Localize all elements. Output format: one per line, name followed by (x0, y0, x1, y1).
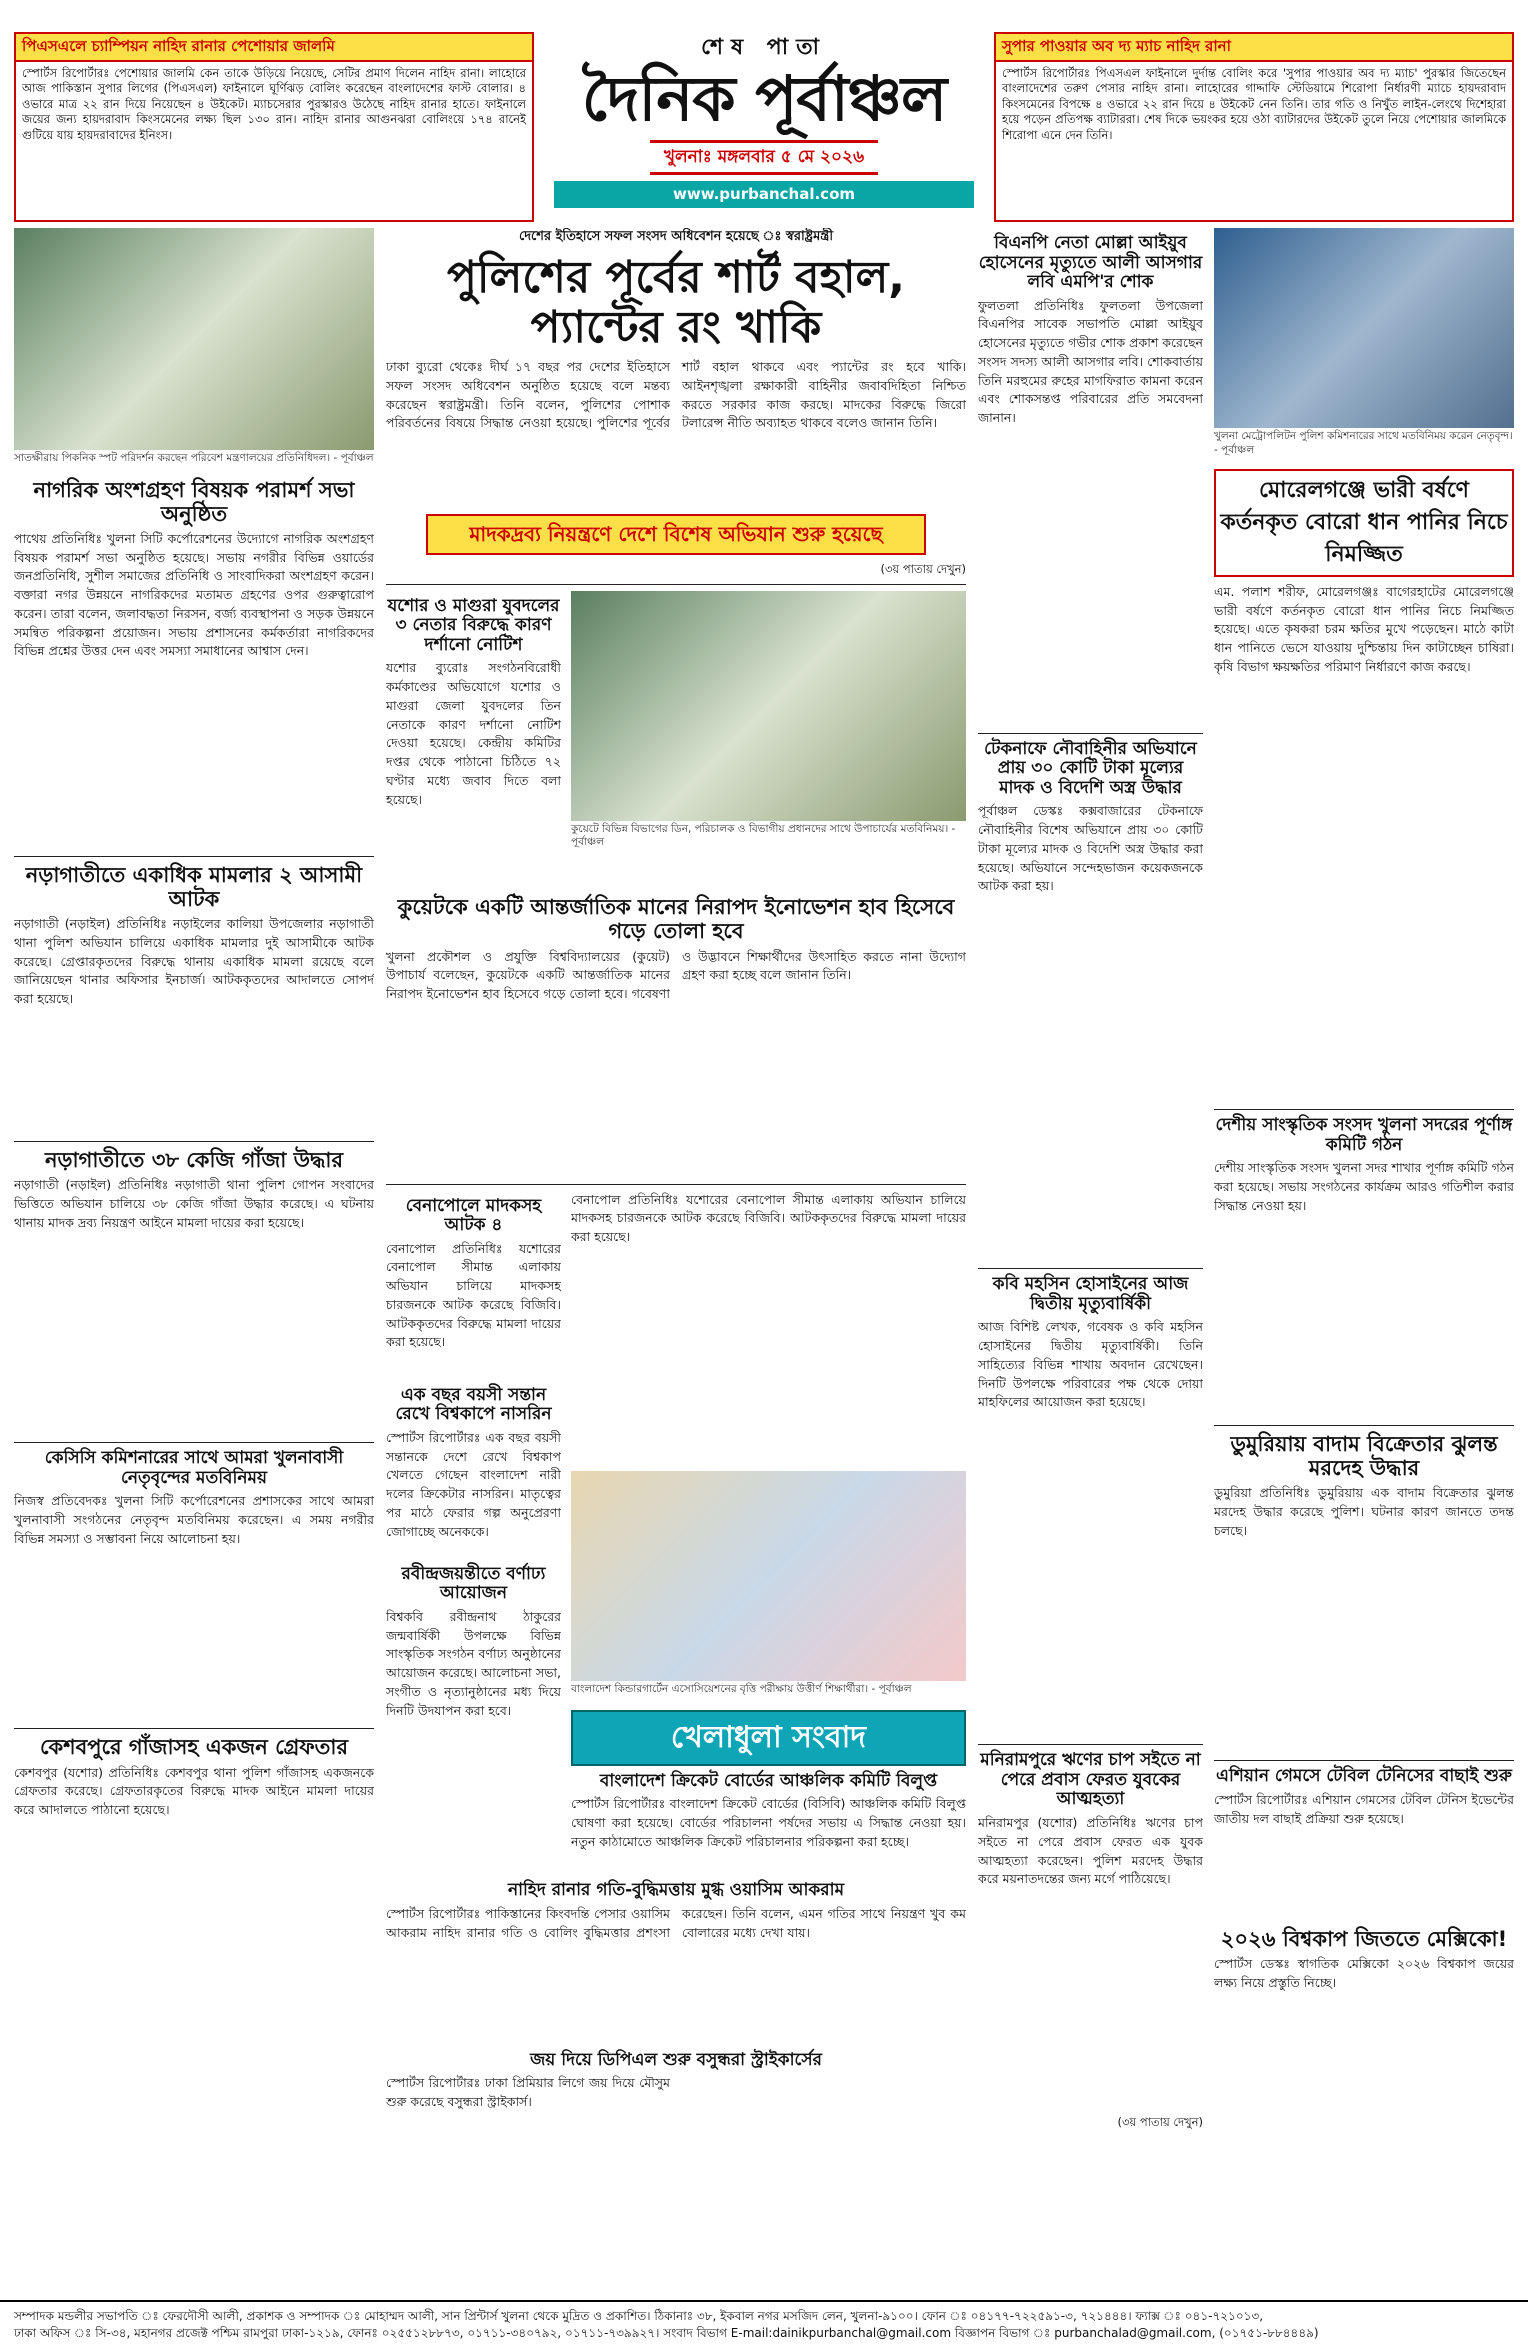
article-headline[interactable]: দেশীয় সাংস্কৃতিক সংসদ খুলনা সদরের পূর্ণাঙ্গ কমিটি গঠন (1215, 1114, 1513, 1155)
article-headline[interactable]: এশিয়ান গেমসে টেবিল টেনিসের বাছাই শুরু (1216, 1766, 1512, 1787)
imprint-line-1: সম্পাদক মন্ডলীর সভাপতি ঃ ফেরদৌসী আলী, প্রকাশক ও সম্পাদক ঃ মোহাম্মদ আলী, সান প্রিন্টার্স খুলনা থেকে মুদ্রিত ও প্রকাশিত। ঠিকানাঃ ৩৮, ইকবাল নগর মসজিদ লেন, খুলনা-৯১০০। ফোন ঃ ০৪১৭৭-৭২২৫৯১-৩, ৭২১৪৪৪। ফ্যাক্স ঃ ০৪১-৭২১০১৩, (14, 2309, 1264, 2323)
newspaper-brand (554, 32, 974, 222)
article-headline[interactable]: এক বছর বয়সী সন্তান রেখে বিশ্বকাপে নাসরিন (395, 1384, 552, 1425)
article-headline[interactable]: বেনাপোলে মাদকসহ আটক ৪ (405, 1195, 542, 1236)
article-body: বিশ্বকবি রবীন্দ্রনাথ ঠাকুরের জন্মবার্ষিকী উপলক্ষে বিভিন্ন সাংস্কৃতিক সংগঠন বর্ণাঢ্য অনুষ্ঠানের আয়োজন করেছে। আলোচনা সভা, সংগীত ও নৃত্যানুষ্ঠানের মধ্য দিয়ে দিনটি উদযাপন করা হবে। (386, 1608, 561, 1718)
article-headline[interactable]: নাগরিক অংশগ্রহণ বিষয়ক পরামর্শ সভা অনুষ্ঠিত (33, 477, 355, 526)
article-body: পূর্বাঞ্চল ডেস্কঃ কক্সবাজারের টেকনাফে নৌবাহিনীর বিশেষ অভিযানে প্রায় ৩০ কোটি টাকা মূল্যের মাদক ও বিদেশি অস্ত্র উদ্ধার করা হয়েছে। অভিযানে সন্দেহভাজন কয়েকজনকে আটক করা হয়। (978, 803, 1203, 894)
divider (978, 1268, 1203, 1269)
divider (386, 584, 966, 585)
photo-caption: বাংলাদেশ কিন্ডারগার্টেন এসোসিয়েশনের বৃত্তি পরীক্ষায় উত্তীর্ণ শিক্ষার্থীরা। - পূর্বাঞ্চল (571, 1682, 912, 1695)
top-right-body: স্পোর্টস রিপোর্টারঃ পিএসএল ফাইনালে দুর্দান্ত বোলিং করে 'সুপার পাওয়ার অব দ্য ম্যাচ' পুরস্কার জিতেছেন বাংলাদেশের তরুণ পেসার নাহিদ রানা। লাহোরের গাদ্দাফি স্টেডিয়ামে শিরোপা নির্ধারণী ম্যাচে হায়দরাবাদ কিংসমেনের বিপক্ষে ৪ ওভারে ২২ রান দিয়ে ৪ উইকেট নেন তিনি। তার গতি ও নিখুঁত লাইন-লেংথে দিশেহারা হয়ে পড়েন প্রতিপক্ষ ব্যাটাররা। শেষ দিকে ভয়ংকর হয়ে ওঠা ব্যাটারদের উইকেট তুলে নিয়ে পেশোয়ার জালমিকে শিরোপা এনে দেন তিনি। (1002, 65, 1506, 142)
sports-headline[interactable]: নাহিদ রানার গতি-বুদ্ধিমত্তায় মুগ্ধ ওয়াসিম আকরাম (507, 1880, 845, 1901)
photo-caption: কুয়েটে বিভিন্ন বিভাগের ডিন, পরিচালক ও বিভাগীয় প্রধানদের সাথে উপাচার্যের মতবিনিময়। - পূর্বাঞ্চল (571, 822, 956, 849)
article-body: পাথেয় প্রতিনিধিঃ খুলনা সিটি কর্পোরেশনের উদ্যোগে নাগরিক অংশগ্রহণ বিষয়ক পরামর্শ সভা অনুষ্ঠিত হয়েছে। সভায় নগরীর বিভিন্ন ওয়ার্ডের জনপ্রতিনিধি, সুশীল সমাজের প্রতিনিধি ও সাংবাদিকরা অংশগ্রহণ করেন। বক্তারা নগর উন্নয়নে নাগরিকদের মতামত গ্রহণের ওপর গুরুত্বারোপ করেন। তারা বলেন, জলাবদ্ধতা নিরসন, বর্জ্য ব্যবস্থাপনা ও সড়ক উন্নয়নে সমন্বিত পরিকল্পনা প্রয়োজন। সভায় প্রশাসনের কর্মকর্তারা নাগরিকদের বিভিন্ন প্রশ্নের উত্তর দেন এবং সমস্যা সমাধানের আশ্বাস দেন। (14, 530, 374, 659)
top-right-headline: সুপার পাওয়ার অব দ্য ম্যাচ নাহিদ রানা (996, 34, 1512, 62)
continued-note: (৩য় পাতায় দেখুন) (880, 562, 966, 577)
article-body: স্পোর্টস রিপোর্টারঃ এক বছর বয়সী সন্তানকে দেশে রেখে বিশ্বকাপ খেলতে গেছেন বাংলাদেশ নারী দলের ক্রিকেটার নাসরিন। মাতৃত্বের পর মাঠে ফেরার গল্প অনুপ্রেরণা জোগাচ্ছে অনেককে। (386, 1429, 561, 1539)
sports-body: স্পোর্টস রিপোর্টারঃ ঢাকা প্রিমিয়ার লিগে জয় দিয়ে মৌসুম শুরু করেছে বসুন্ধরা স্ট্রাইকার্স। (386, 2075, 670, 2110)
sports-section-banner: খেলাধুলা সংবাদ (571, 1710, 966, 1766)
imprint-footer (0, 2300, 1528, 2352)
article-headline[interactable]: ২০২৬ বিশ্বকাপ জিততে মেক্সিকো! (1220, 1926, 1508, 1951)
article-headline[interactable]: বিএনপি নেতা মোল্লা আইয়ুব হোসেনের মৃত্যুতে আলী আসগার লবি এমপি'র শোক (978, 233, 1203, 293)
newspaper-logo: দৈনিক পূর্বাঞ্চল (581, 61, 947, 135)
article-headline[interactable]: নড়াগাতীতে ৩৮ কেজি গাঁজা উদ্ধার (44, 1148, 344, 1173)
lead-kicker: দেশের ইতিহাসে সফল সংসদ অধিবেশন হয়েছে ঃ স্বরাষ্ট্রমন্ত্রী (518, 229, 834, 244)
divider (978, 1744, 1203, 1745)
article-body: ডুমুরিয়া প্রতিনিধিঃ ডুমুরিয়ায় এক বাদাম বিক্রেতার ঝুলন্ত মরদেহ উদ্ধার করেছে পুলিশ। ঘটনার কারণ জানতে তদন্ত চলছে। (1214, 1485, 1514, 1538)
article-body: মনিরামপুর (যশোর) প্রতিনিধিঃ ঋণের চাপ সইতে না পেরে প্রবাস ফেরত এক যুবক আত্মহত্যা করেছেন। পুলিশ মরদেহ উদ্ধার করে ময়নাতদন্তের জন্য মর্গে পাঠিয়েছে। (978, 1815, 1203, 1887)
top-right-news-box[interactable] (994, 32, 1514, 222)
article-headline[interactable]: কেশবপুরে গাঁজাসহ একজন গ্রেফতার (39, 1735, 349, 1760)
article-headline[interactable]: কেসিসি কমিশনারের সাথে আমরা খুলনাবাসী নেতৃবৃন্দের মতবিনিময় (44, 1448, 344, 1488)
article-body: নড়াগাতী (নড়াইল) প্রতিনিধিঃ নড়াইলের কালিয়া উপজেলার নড়াগাতী থানা পুলিশ অভিযান চালিয়ে একাধিক মামলার দুই আসামীকে আটক করেছে। গ্রেপ্তারকৃতদের বিরুদ্ধে থানায় একাধিক মামলা রয়েছে বলে জানিয়েছেন থানার অফিসার ইনচার্জ। আটককৃতদের আদালতে সোপর্দ করা হয়েছে। (14, 916, 374, 1007)
masthead (14, 18, 1514, 228)
sports-body: স্পোর্টস রিপোর্টারঃ বাংলাদেশ ক্রিকেট বোর্ডের (বিসিবি) আঞ্চলিক কমিটি বিলুপ্ত ঘোষণা করা হয়েছে। বোর্ডের পরিচালনা পর্ষদের সভায় এ সিদ্ধান্ত নেওয়া হয়। নতুন কাঠামোতে আঞ্চলিক ক্রিকেট পরিচালনার পরিকল্পনা করা হচ্ছে। (571, 1796, 966, 1849)
article-headline[interactable]: মনিরামপুরে ঋণের চাপ সইতে না পেরে প্রবাস ফেরত যুবকের আত্মহত্যা (980, 1750, 1201, 1810)
last-page-label: শেষ পাতা (701, 35, 827, 60)
sports-headline[interactable]: বাংলাদেশ ক্রিকেট বোর্ডের আঞ্চলিক কমিটি বিলুপ্ত (599, 1770, 938, 1791)
divider (1214, 1425, 1514, 1426)
article-body: যশোর ব্যুরোঃ সংগঠনবিরোধী কর্মকাণ্ডের অভিযোগে যশোর ও মাগুরা জেলা যুবদলের তিন নেতাকে কারণ দর্শানো নোটিশ দেওয়া হয়েছে। কেন্দ্রীয় কমিটির দপ্তর থেকে পাঠানো চিঠিতে ৭২ ঘণ্টার মধ্যে জবাব দিতে বলা হয়েছে। (386, 660, 561, 807)
article-body: নিজস্ব প্রতিবেদকঃ খুলনা সিটি কর্পোরেশনের প্রশাসকের সাথে আমরা খুলনাবাসী সংগঠনের নেতৃবৃন্দ মতবিনিময় করেছেন। এ সময় নগরীর বিভিন্ন সমস্যা ও সম্ভাবনা নিয়ে আলোচনা হয়। (14, 1493, 374, 1546)
article-body: এম. পলাশ শরীফ, মোরেলগঞ্জঃ বাগেরহাটের মোরেলগঞ্জে ভারী বর্ষণে কর্তনকৃত বোরো ধান পানির নিচে নিমজ্জিত হয়েছে। এতে কৃষকরা চরম ক্ষতির মুখে পড়েছেন। মাঠে কাটা ধান পানিতে ভেসে যাওয়ায় দুশ্চিন্তায় দিন কাটাচ্ছেন চাষিরা। কৃষি বিভাগ ক্ষয়ক্ষতির পরিমাণ নির্ধারণে কাজ করছে। (1214, 583, 1514, 674)
article-body: আজ বিশিষ্ট লেখক, গবেষক ও কবি মহসিন হোসাইনের দ্বিতীয় মৃত্যুবার্ষিকী। তিনি সাহিত্যের বিভিন্ন শাখায় অবদান রেখেছেন। দিনটি উপলক্ষে পরিবারের পক্ষ থেকে দোয়া মাহফিলের আয়োজন করা হয়েছে। (978, 1319, 1203, 1410)
lead-highlight-box: মাদকদ্রব্য নিয়ন্ত্রণে দেশে বিশেষ অভিযান শুরু হয়েছে (426, 514, 926, 555)
news-photo-satkhira (14, 228, 374, 450)
sports-headline[interactable]: জয় দিয়ে ডিপিএল শুরু বসুন্ধরা স্ট্রাইকার্সের (530, 2049, 822, 2070)
divider (14, 1442, 374, 1443)
date-line: খুলনাঃ মঙ্গলবার ৫ মে ২০২৬ (650, 140, 878, 175)
divider (14, 1141, 374, 1142)
divider (1214, 1760, 1514, 1761)
article-headline[interactable]: ডুমুরিয়ায় বাদাম বিক্রেতার ঝুলন্ত মরদেহ উদ্ধার (1230, 1432, 1498, 1481)
column-3 (978, 228, 1203, 2131)
news-photo-police-meeting (1214, 228, 1514, 428)
top-left-headline: পিএসএলে চ্যাম্পিয়ন নাহিদ রানার পেশোয়ার জালমি (16, 34, 532, 62)
article-headline[interactable]: রবীন্দ্রজয়ন্তীতে বর্ণাঢ্য আয়োজন (401, 1563, 546, 1604)
article-headline[interactable]: মোরেলগঞ্জে ভারী বর্ষণে কর্তনকৃত বোরো ধান পানির নিচে নিমজ্জিত (1214, 469, 1514, 577)
article-headline[interactable]: নড়াগাতীতে একাধিক মামলার ২ আসামী আটক (25, 862, 363, 912)
top-left-body: স্পোর্টস রিপোর্টারঃ পেশোয়ার জালমি কেন তাকে উড়িয়ে নিয়েছে, সেটির প্রমাণ দিলেন নাহিদ রানা। লাহোরে আজ পাকিস্তান সুপার লিগের (পিএসএল) ফাইনালে ঘূর্ণিঝড় বোলিং করেছেন বাংলাদেশের ফাস্ট বোলার। ৪ ওভারে মাত্র ২২ রান দিয়ে নিয়েছেন ৪ উইকেট। ম্যাচসেরার পুরস্কারও উঠেছে নাহিদ রানার হাতে। ফাইনালে জয়ের জন্য হায়দরাবাদ কিংসমেনের লক্ষ্য ছিল ১৩০ রান। নাহিদ রানার আগুনঝরা বোলিংয়ে ১৭৪ রানেই গুটিয়ে যায় হায়দরাবাদের ইনিংস। (22, 65, 526, 142)
column-2 (386, 228, 966, 2164)
column-1 (14, 228, 374, 1924)
article-body: নড়াগাতী (নড়াইল) প্রতিনিধিঃ নড়াগাতী থানা পুলিশ গোপন সংবাদের ভিত্তিতে অভিযান চালিয়ে ৩৮ কেজি গাঁজা উদ্ধার করেছে। এ ঘটনায় থানায় মাদক দ্রব্য নিয়ন্ত্রণ আইনে মামলা দায়ের করা হয়েছে। (14, 1177, 374, 1230)
article-headline[interactable]: কবি মহসিন হোসাইনের আজ দ্বিতীয় মৃত্যুবার্ষিকী (992, 1274, 1189, 1314)
article-headline[interactable]: টেকনাফে নৌবাহিনীর অভিযানে প্রায় ৩০ কোটি টাকা মূল্যের মাদক ও বিদেশি অস্ত্র উদ্ধার (984, 738, 1197, 798)
article-body: বেনাপোল প্রতিনিধিঃ যশোরের বেনাপোল সীমান্ত এলাকায় অভিযান চালিয়ে মাদকসহ চারজনকে আটক করেছে বিজিবি। আটককৃতদের বিরুদ্ধে মামলা দায়ের করা হয়েছে। (386, 1240, 561, 1350)
article-body: ফুলতলা প্রতিনিধিঃ ফুলতলা উপজেলা বিএনপির সাবেক সভাপতি মোল্লা আইয়ুব হোসেনের মৃত্যুতে গভীর শোক প্রকাশ করেছেন সংসদ সদস্য আলী আসগার লবি। শোকবার্তায় তিনি মরহুমের রুহের মাগফিরাত কামনা করেন এবং শোকসন্তপ্ত পরিবারের প্রতি সমবেদনা জানান। (978, 297, 1203, 426)
photo-caption: সাতক্ষীরায় পিকনিক স্পট পরিদর্শন করছেন পরিবেশ মন্ত্রণালয়ের প্রতিনিধিদল। - পূর্বাঞ্চল (14, 452, 374, 464)
sports-body: স্পোর্টস রিপোর্টারঃ পাকিস্তানের কিংবদন্তি পেসার ওয়াসিম আকরাম নাহিদ রানার গতি ও বোলিং বুদ্ধিমত্তার প্রশংসা করেছেন। তিনি বলেন, এমন গতির সাথে নিয়ন্ত্রণ খুব কম বোলারের মধ্যে দেখা যায়। (386, 1905, 966, 1940)
news-photo-kuet (571, 591, 966, 821)
article-body: স্পোর্টস ডেস্কঃ স্বাগতিক মেক্সিকো ২০২৬ বিশ্বকাপ জয়ের লক্ষ্য নিয়ে প্রস্তুতি নিচ্ছে। (1214, 1956, 1514, 1990)
top-left-news-box[interactable] (14, 32, 534, 222)
divider (14, 1728, 374, 1729)
website-link[interactable]: www.purbanchal.com (554, 181, 974, 209)
article-body: দেশীয় সাংস্কৃতিক সংসদ খুলনা সদর শাখার পূর্ণাঙ্গ কমিটি গঠন করা হয়েছে। সভায় সংগঠনের কার্যক্রম আরও গতিশীল করার সিদ্ধান্ত নেওয়া হয়। (1214, 1160, 1514, 1213)
article-headline[interactable]: যশোর ও মাগুরা যুবদলের ৩ নেতার বিরুদ্ধে কারণ দর্শানো নোটিশ (387, 595, 560, 655)
divider (386, 1184, 966, 1185)
lead-headline[interactable]: পুলিশের পূর্বের শার্ট বহাল, প্যান্টের রং খাকি (447, 251, 905, 354)
article-body: বেনাপোল প্রতিনিধিঃ যশোরের বেনাপোল সীমান্ত এলাকায় অভিযান চালিয়ে মাদকসহ চারজনকে আটক করেছে বিজিবি। আটককৃতদের বিরুদ্ধে মামলা দায়ের করা হয়েছে। (571, 1191, 966, 1245)
article-body: স্পোর্টস রিপোর্টারঃ এশিয়ান গেমসের টেবিল টেনিস ইভেন্টের জাতীয় দল বাছাই প্রক্রিয়া শুরু হয়েছে। (1214, 1791, 1514, 1826)
column-4 (1214, 228, 1514, 2075)
photo-caption: খুলনা মেট্রোপলিটন পুলিশ কমিশনারের সাথে মতবিনিময় করেন নেতৃবৃন্দ। - পূর্বাঞ্চল (1214, 430, 1513, 456)
article-headline[interactable]: কুয়েটকে একটি আন্তর্জাতিক মানের নিরাপদ ইনোভেশন হাব হিসেবে গড়ে তোলা হবে (397, 895, 955, 944)
imprint-line-2: ঢাকা অফিস ঃ সি-৩৪, মহানগর প্রজেক্ট পশ্চিম রামপুরা ঢাকা-১২১৯, ফোনঃ ০২৫৫১২৮৮৭৩, ০১৭১১-৩৪০৭৯২, ০১৭১১-৭৩৯৯২৭। সংবাদ বিভাগ E-mail:dainikpurbanchal@gmail.com বিজ্ঞাপন বিভাগ ঃ purbanchalad@gmail.com, (০১৭৫১-৮৮৪৪৪৯) (14, 2326, 1319, 2341)
article-body: খুলনা প্রকৌশল ও প্রযুক্তি বিশ্ববিদ্যালয়ের (কুয়েট) উপাচার্য বলেছেন, কুয়েটকে একটি আন্তর্জাতিক মানের নিরাপদ ইনোভেশন হাব হিসেবে গড়ে তোলা হবে। গবেষণা ও উদ্ভাবনে শিক্ষার্থীদের উৎসাহিত করতে নানা উদ্যোগ গ্রহণ করা হচ্ছে বলে জানান তিনি। (386, 948, 966, 1002)
divider (14, 856, 374, 857)
lead-body: ঢাকা ব্যুরো থেকেঃ দীর্ঘ ১৭ বছর পর দেশের ইতিহাসে সফল সংসদ অধিবেশন অনুষ্ঠিত হয়েছে বলে মন্তব্য করেছেন স্বরাষ্ট্রমন্ত্রী। তিনি বলেন, পুলিশের পোশাক পরিবর্তনের বিষয়ে সিদ্ধান্ত নেওয়া হয়েছে। পুলিশের পূর্বের শার্ট বহাল থাকবে এবং প্যান্টের রং হবে খাকি। আইনশৃঙ্খলা রক্ষাকারী বাহিনীর জবাবদিহিতা নিশ্চিত করতে সরকার কাজ করছে। মাদকের বিরুদ্ধে জিরো টলারেন্স নীতি অব্যাহত থাকবে বলেও জানান তিনি। (386, 359, 966, 431)
news-photo-students (571, 1471, 966, 1681)
content-area (14, 228, 1514, 2318)
article-body: কেশবপুর (যশোর) প্রতিনিধিঃ কেশবপুর থানা পুলিশ গাঁজাসহ একজনকে গ্রেফতার করেছে। গ্রেফতারকৃতের বিরুদ্ধে মাদক আইনে মামলা দায়ের করে আদালতে পাঠানো হয়েছে। (14, 1764, 374, 1818)
continued-note: (৩য় পাতায় দেখুন) (1117, 2115, 1203, 2130)
divider (978, 733, 1203, 734)
divider (1214, 1109, 1514, 1110)
